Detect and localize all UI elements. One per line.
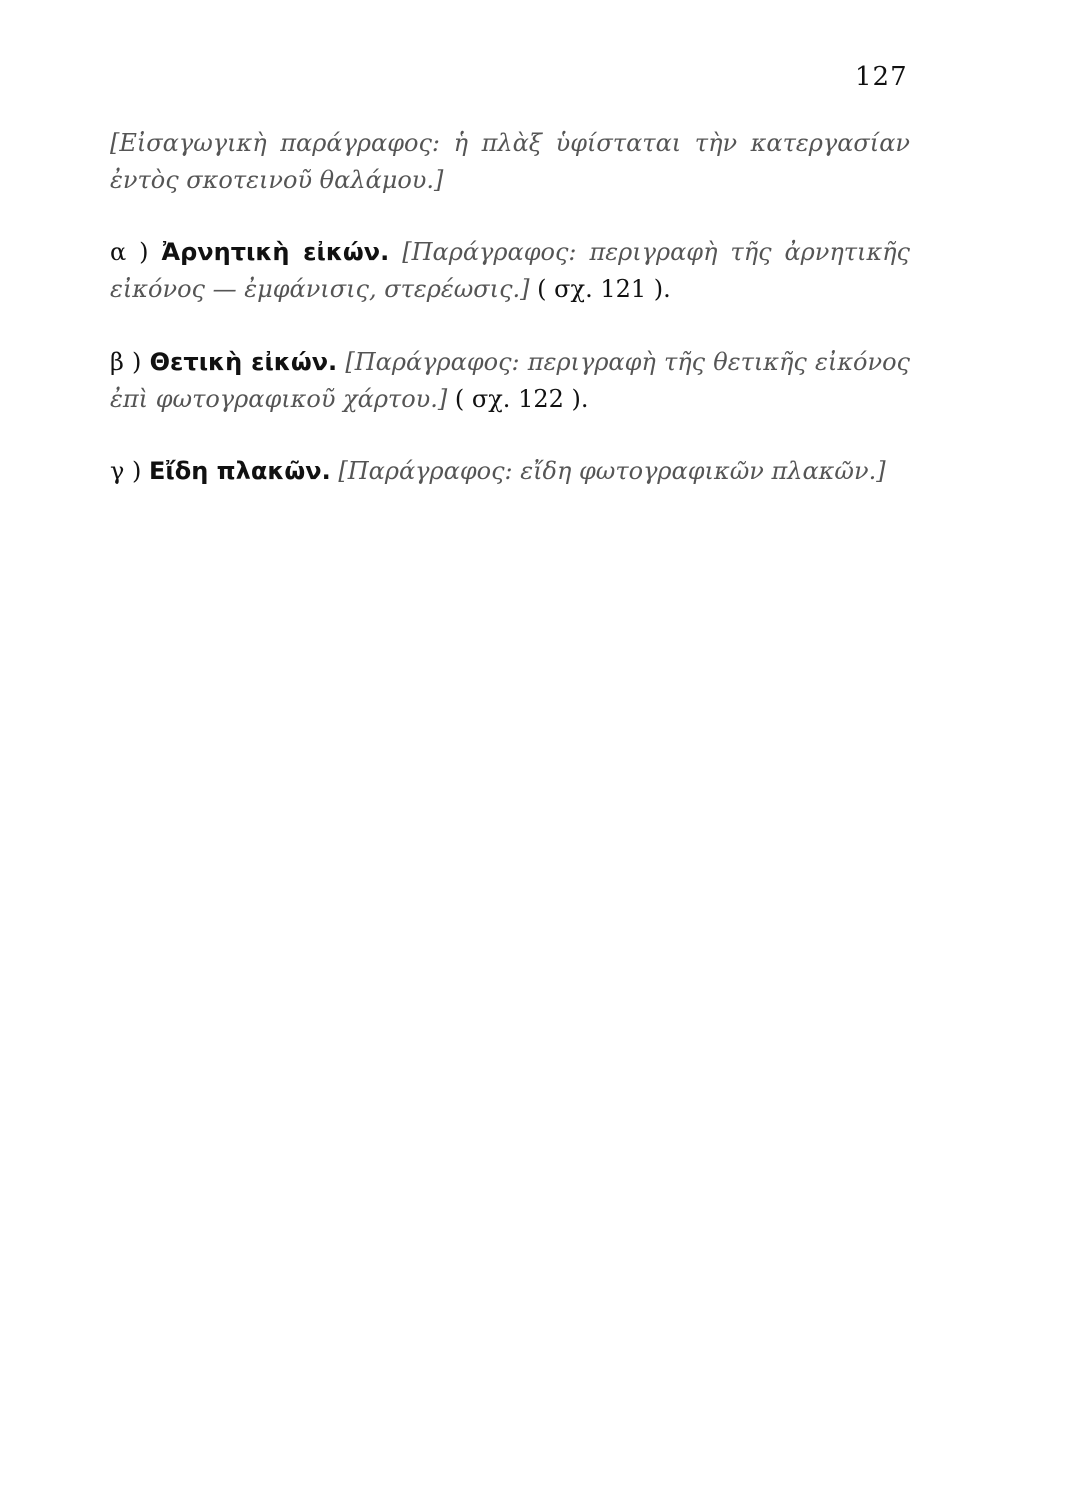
page-number: 127: [855, 62, 908, 92]
section-title-plate-types: Εἴδη πλακῶν.: [148, 457, 331, 486]
paragraph-summary: [Παράγραφος: περιγραφὴ τῆς θετικῆς εἰκόνος ἐπὶ φωτογραφικοῦ χάρτου.]: [110, 347, 910, 413]
paragraph-summary: [Παράγραφος: περιγραφὴ τῆς ἀρνητικῆς εἰκόνος — ἐμφάνισις, στερέωσις.]: [110, 238, 911, 304]
paragraph-plate-types: [110, 453, 910, 490]
section-title-negative-image: Ἀρνητικὴ εἰκών.: [161, 238, 390, 267]
figure-reference: ( σχ. 121 ).: [537, 275, 671, 304]
intro-paragraph: [Εἰσαγωγικὴ παράγραφος: ἡ πλὰξ ὑφίσταται τὴν κατεργασίαν ἐντὸς σκοτεινοῦ θαλάμου.]: [110, 129, 910, 194]
body-text: [110, 125, 910, 490]
paragraph-positive-image: [110, 344, 910, 417]
paragraph-negative-image: [110, 234, 910, 307]
paragraph-summary: [Παράγραφος: εἴδη φωτογραφικῶν πλακῶν.]: [338, 457, 886, 486]
section-label: β ): [110, 347, 142, 376]
section-label: γ ): [110, 457, 142, 486]
section-title-positive-image: Θετικὴ εἰκών.: [149, 347, 338, 376]
figure-reference: ( σχ. 122 ).: [454, 384, 589, 413]
section-label: α ): [110, 238, 149, 267]
